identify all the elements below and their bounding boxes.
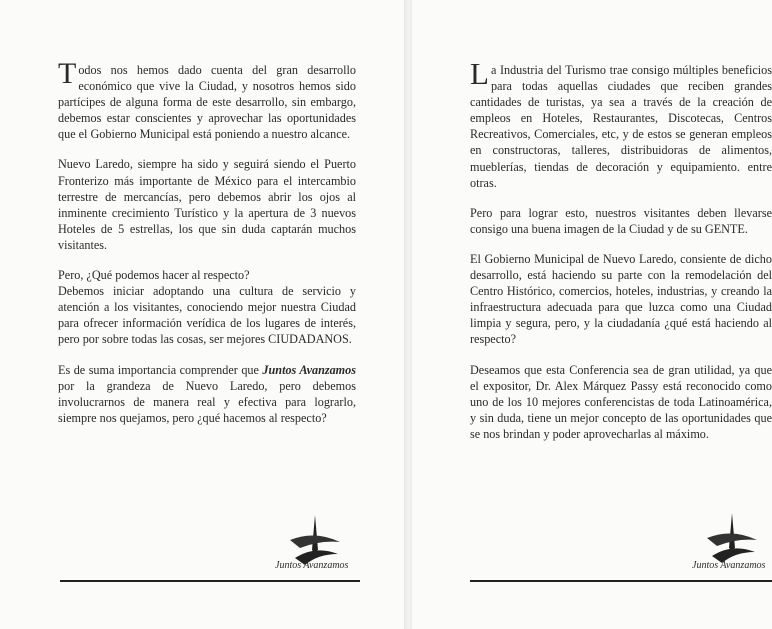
right-paragraph-1: La Industria del Turismo trae consigo múltiples beneficios para todas aquellas ciudades que reciben grandes cantidades de turistas, ya sea a través de la creación de empleos en Hoteles, Restaurantes, Discotecas, Centros Recreativos, Comerciales, etc, y de estos se generan empleos en constructoras, talleres, distribuidoras de alimentos, mueblerías, tiendas de decoración y equipamiento. entre otras. bbox=[470, 56, 772, 190]
brand-name: Juntos Avanzamos bbox=[692, 560, 766, 571]
juntos-avanzamos-logo bbox=[687, 508, 772, 586]
left-paragraph-4: Es de suma importancia comprender que Juntos Avanzamos por la grandeza de Nuevo Laredo, pero debemos involucrarnos de manera real y efectiva para lograrlo, siempre nos quejamos, pero ¿qué hacemos al respecto? bbox=[58, 362, 356, 425]
brand-name: Juntos Avanzamos bbox=[275, 560, 349, 571]
right-text-column bbox=[470, 56, 772, 456]
footer-rule bbox=[60, 580, 360, 582]
right-dropcap: L bbox=[470, 56, 489, 91]
footer-rule bbox=[470, 580, 772, 582]
right-paragraph-4: Deseamos que esta Conferencia sea de gran utilidad, ya que el expositor, Dr. Alex Márquez Passy está reconocido como uno de los 10 mejores conferencistas de toda Latinoamérica, y sin duda, tiene un mejor concepto de las oportunidades que se nos brindan y poder aprovecharlas al máximo. bbox=[470, 362, 772, 441]
left-dropcap: T bbox=[58, 57, 77, 90]
right-paragraph-2: Pero para lograr esto, nuestros visitantes deben llevarse consigo una buena imagen de la Ciudad y de su GENTE. bbox=[470, 205, 772, 236]
right-page bbox=[412, 0, 772, 629]
right-paragraph-3: El Gobierno Municipal de Nuevo Laredo, consiente de dicho desarrollo, está haciendo su parte con la remodelación del Centro Histórico, comercios, hoteles, industrias, y creando la infraestructura adecuada para que luzca como una Ciudad limpia y segura, pero, y la ciudadanía ¿qué está haciendo al respecto? bbox=[470, 251, 772, 347]
left-paragraph-2: Nuevo Laredo, siempre ha sido y seguirá siendo el Puerto Fronterizo más importante de México para el intercambio terrestre de mercancías, pero debemos abrir los ojos al inminente crecimiento Turístico y la apertura de 3 nuevos Hoteles de 5 estrellas, los que sin duda captarán muchos visitantes. bbox=[58, 157, 356, 252]
left-paragraph-1: Todos nos hemos dado cuenta del gran desarrollo económico que vive la Ciudad, y nosotros hemos sido partícipes de alguna forma de este desarrollo, sin embargo, debemos estar conscientes y aprovechar las oportunidades que el Gobierno Municipal está poniendo a nuestro alcance. bbox=[58, 57, 356, 142]
juntos-avanzamos-logo bbox=[270, 510, 360, 588]
left-text-column bbox=[58, 57, 356, 440]
left-paragraph-3: Pero, ¿Qué podemos hacer al respecto? Debemos iniciar adoptando una cultura de servicio y atención a los visitantes, conociendo mejor nuestra Ciudad para ofrecer información verídica de los lugares de interés, pero por sobre todas las cosas, ser mejores CIUDADANOS. bbox=[58, 268, 356, 347]
